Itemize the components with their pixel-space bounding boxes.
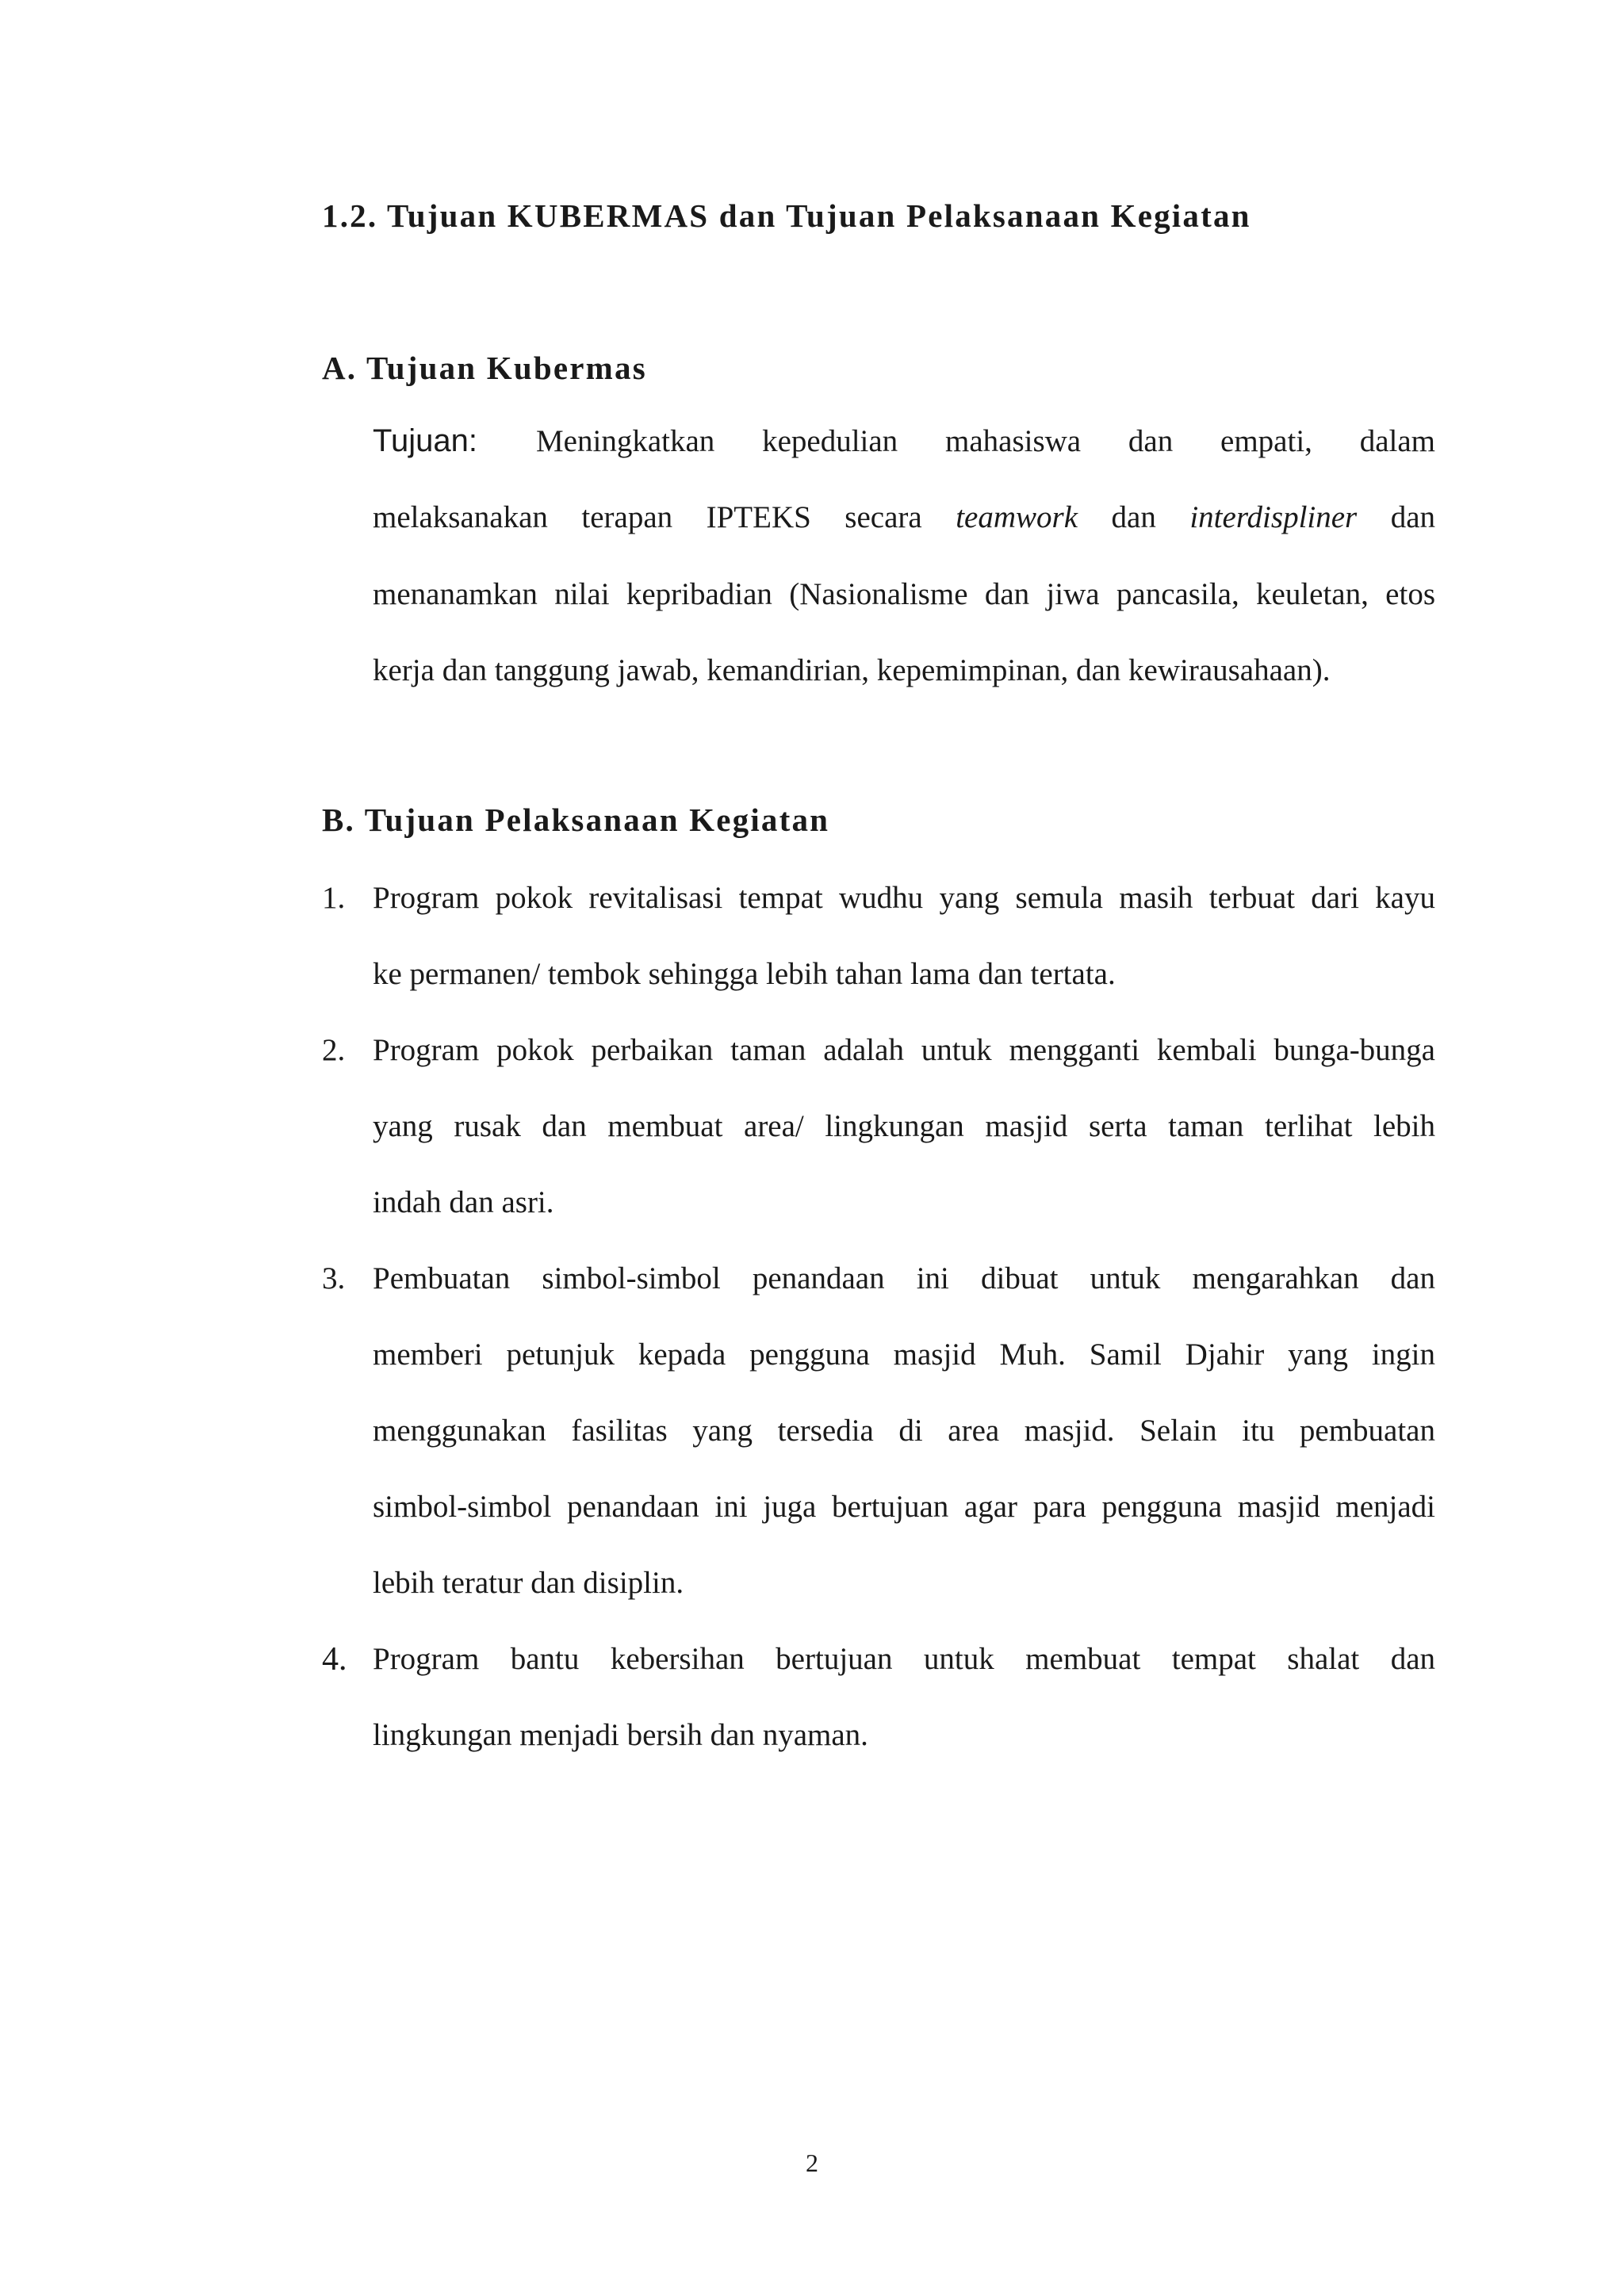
subsection-a-title: A. Tujuan Kubermas: [322, 350, 647, 386]
list-item-1-line-2: ke permanen/ tembok sehingga lebih tahan lama dan tertata.: [373, 957, 1116, 991]
list-item-3-line-4: simbol-simbol penandaan ini juga bertujuan agar para pengguna masjid menjadi: [373, 1490, 1435, 1524]
subsection-a-line-1: [373, 423, 1435, 459]
list-item-3-line-1: Pembuatan simbol-simbol penandaan ini dibuat untuk mengarahkan dan: [373, 1261, 1435, 1295]
list-item-number: 4.: [322, 1641, 347, 1678]
objective-label: Tujuan:: [373, 423, 477, 458]
subsection-a-line-4: kerja dan tanggung jawab, kemandirian, kepemimpinan, dan kewirausahaan).: [373, 653, 1331, 687]
list-item-number: 2.: [322, 1033, 346, 1067]
list-item-number: 3.: [322, 1261, 346, 1295]
list-item-3-line-2: memberi petunjuk kepada pengguna masjid Muh. Samil Djahir yang ingin: [373, 1337, 1435, 1372]
section-title: 1.2. Tujuan KUBERMAS dan Tujuan Pelaksanaan Kegiatan: [322, 197, 1251, 234]
list-item-3-line-5: lebih teratur dan disiplin.: [373, 1566, 684, 1600]
page-number: 2: [806, 2149, 818, 2177]
objective-text-line-2c: dan: [1390, 500, 1436, 534]
objective-text-line-1: Meningkatkan kepedulian mahasiswa dan empati, dalam: [536, 424, 1435, 458]
list-item-number: 1.: [322, 881, 346, 915]
teamwork-term: teamwork: [956, 500, 1078, 534]
list-item-3-line-3: menggunakan fasilitas yang tersedia di area masjid. Selain itu pembuatan: [373, 1414, 1435, 1448]
subsection-a-line-2: [373, 499, 1435, 535]
list-item-4-line-2: lingkungan menjadi bersih dan nyaman.: [373, 1718, 868, 1752]
objective-text-line-2b: dan: [1111, 500, 1156, 534]
subsection-a-line-3: menanamkan nilai kepribadian (Nasionalisme dan jiwa pancasila, keuletan, etos: [373, 577, 1435, 611]
interdispliner-term: interdispliner: [1189, 500, 1358, 534]
list-item-2-line-1: Program pokok perbaikan taman adalah untuk mengganti kembali bunga-bunga: [373, 1033, 1435, 1067]
list-item-2-line-3: indah dan asri.: [373, 1185, 554, 1219]
list-item-2-line-2: yang rusak dan membuat area/ lingkungan masjid serta taman terlihat lebih: [373, 1109, 1435, 1143]
subsection-b-title: B. Tujuan Pelaksanaan Kegiatan: [322, 802, 830, 838]
list-item-1-line-1: Program pokok revitalisasi tempat wudhu yang semula masih terbuat dari kayu: [373, 881, 1435, 915]
objective-text-line-2a: melaksanakan terapan IPTEKS secara: [373, 500, 922, 534]
list-item-4-line-1: Program bantu kebersihan bertujuan untuk membuat tempat shalat dan: [373, 1642, 1435, 1676]
